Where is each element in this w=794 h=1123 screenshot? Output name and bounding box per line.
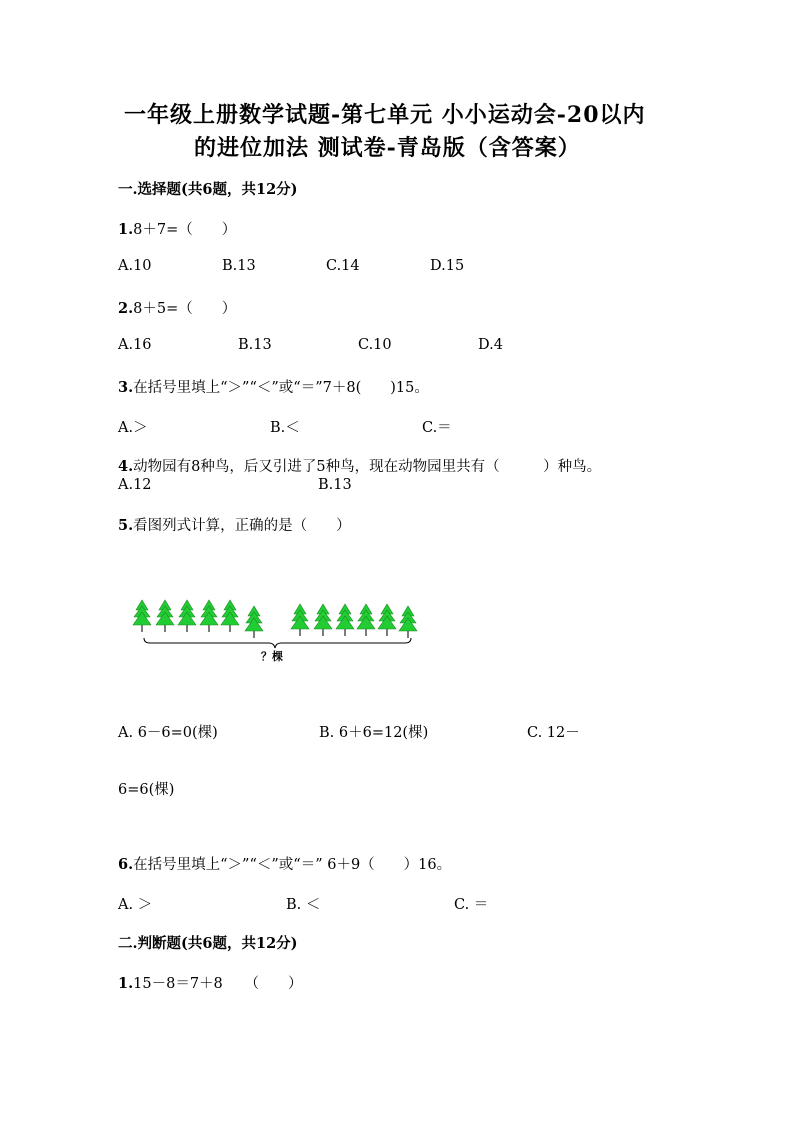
question-6 bbox=[118, 853, 451, 874]
option-a[interactable]: A.＞ bbox=[118, 420, 148, 436]
question-text: 8＋5=（ ） bbox=[133, 301, 237, 317]
question-number: 2. bbox=[118, 300, 134, 317]
question-text: 在括号里填上“＞”“＜”或“＝” 6＋9（ ）16。 bbox=[133, 857, 452, 873]
option-b[interactable]: B.13 bbox=[222, 258, 256, 274]
option-c[interactable]: C.10 bbox=[358, 337, 392, 353]
question-number: 5. bbox=[118, 517, 134, 534]
tree-icon bbox=[378, 604, 396, 636]
section-heading-choice: 一.选择题(共6题，共12分) bbox=[118, 181, 298, 198]
question-text: 8＋7=（ ） bbox=[133, 222, 237, 238]
option-a[interactable]: A. ＞ bbox=[118, 897, 153, 913]
question-4 bbox=[118, 455, 601, 476]
option-b[interactable]: B.＜ bbox=[270, 420, 300, 436]
tree-icon bbox=[200, 600, 218, 632]
option-d[interactable]: D.4 bbox=[478, 337, 503, 353]
judgement-1 bbox=[118, 972, 303, 993]
tree-icon bbox=[357, 604, 375, 636]
tree-icon bbox=[245, 606, 263, 638]
option-d[interactable]: D.15 bbox=[430, 258, 465, 274]
tree-icon bbox=[178, 600, 196, 632]
tree-icon bbox=[291, 604, 309, 636]
option-c[interactable]: C. 12－ bbox=[527, 725, 580, 741]
option-a[interactable]: A. 6－6=0(棵) bbox=[118, 725, 218, 741]
tree-icon bbox=[336, 604, 354, 636]
tree-icon bbox=[133, 600, 151, 632]
option-c[interactable]: C.＝ bbox=[422, 420, 452, 436]
question-text: 动物园有8种鸟，后又引进了5种鸟，现在动物园里共有（ ）种鸟。 bbox=[133, 459, 602, 475]
figure-label: ？棵 bbox=[261, 650, 283, 663]
section-heading-judgement: 二.判断题(共6题，共12分) bbox=[118, 935, 298, 952]
question-1 bbox=[118, 218, 236, 239]
question-number: 6. bbox=[118, 856, 134, 873]
question-number: 1. bbox=[118, 975, 134, 992]
question-5 bbox=[118, 514, 351, 535]
brace-icon bbox=[144, 638, 411, 648]
question-text: 在括号里填上“＞”“＜”或“＝”7＋8( )15。 bbox=[133, 380, 429, 396]
option-b[interactable]: B. ＜ bbox=[286, 897, 321, 913]
option-c-continued: 6=6(棵) bbox=[118, 782, 175, 798]
question-number: 1. bbox=[118, 221, 134, 238]
tree-icon bbox=[399, 606, 417, 638]
question-3 bbox=[118, 376, 429, 397]
question-text: 看图列式计算，正确的是（ ） bbox=[133, 518, 351, 534]
option-a[interactable]: A.16 bbox=[118, 337, 152, 353]
tree-icon bbox=[314, 604, 332, 636]
question-number: 4. bbox=[118, 458, 134, 475]
tree-icon bbox=[221, 600, 239, 632]
page-title-line2: 的进位加法 测试卷-青岛版（含答案） bbox=[194, 135, 581, 161]
option-a[interactable]: A.10 bbox=[118, 258, 152, 274]
question-text: 15－8＝7＋8 （ ） bbox=[133, 976, 303, 992]
page-title-line1: 一年级上册数学试题-第七单元 小小运动会-20以内 bbox=[124, 102, 646, 128]
option-a[interactable]: A.12 bbox=[118, 477, 152, 493]
option-b[interactable]: B.13 bbox=[318, 477, 352, 493]
option-c[interactable]: C. ＝ bbox=[454, 897, 489, 913]
option-b[interactable]: B. 6＋6=12(棵) bbox=[319, 725, 429, 741]
option-b[interactable]: B.13 bbox=[238, 337, 272, 353]
tree-icon bbox=[156, 600, 174, 632]
option-c[interactable]: C.14 bbox=[326, 258, 360, 274]
question-2 bbox=[118, 297, 236, 318]
question-number: 3. bbox=[118, 379, 134, 396]
